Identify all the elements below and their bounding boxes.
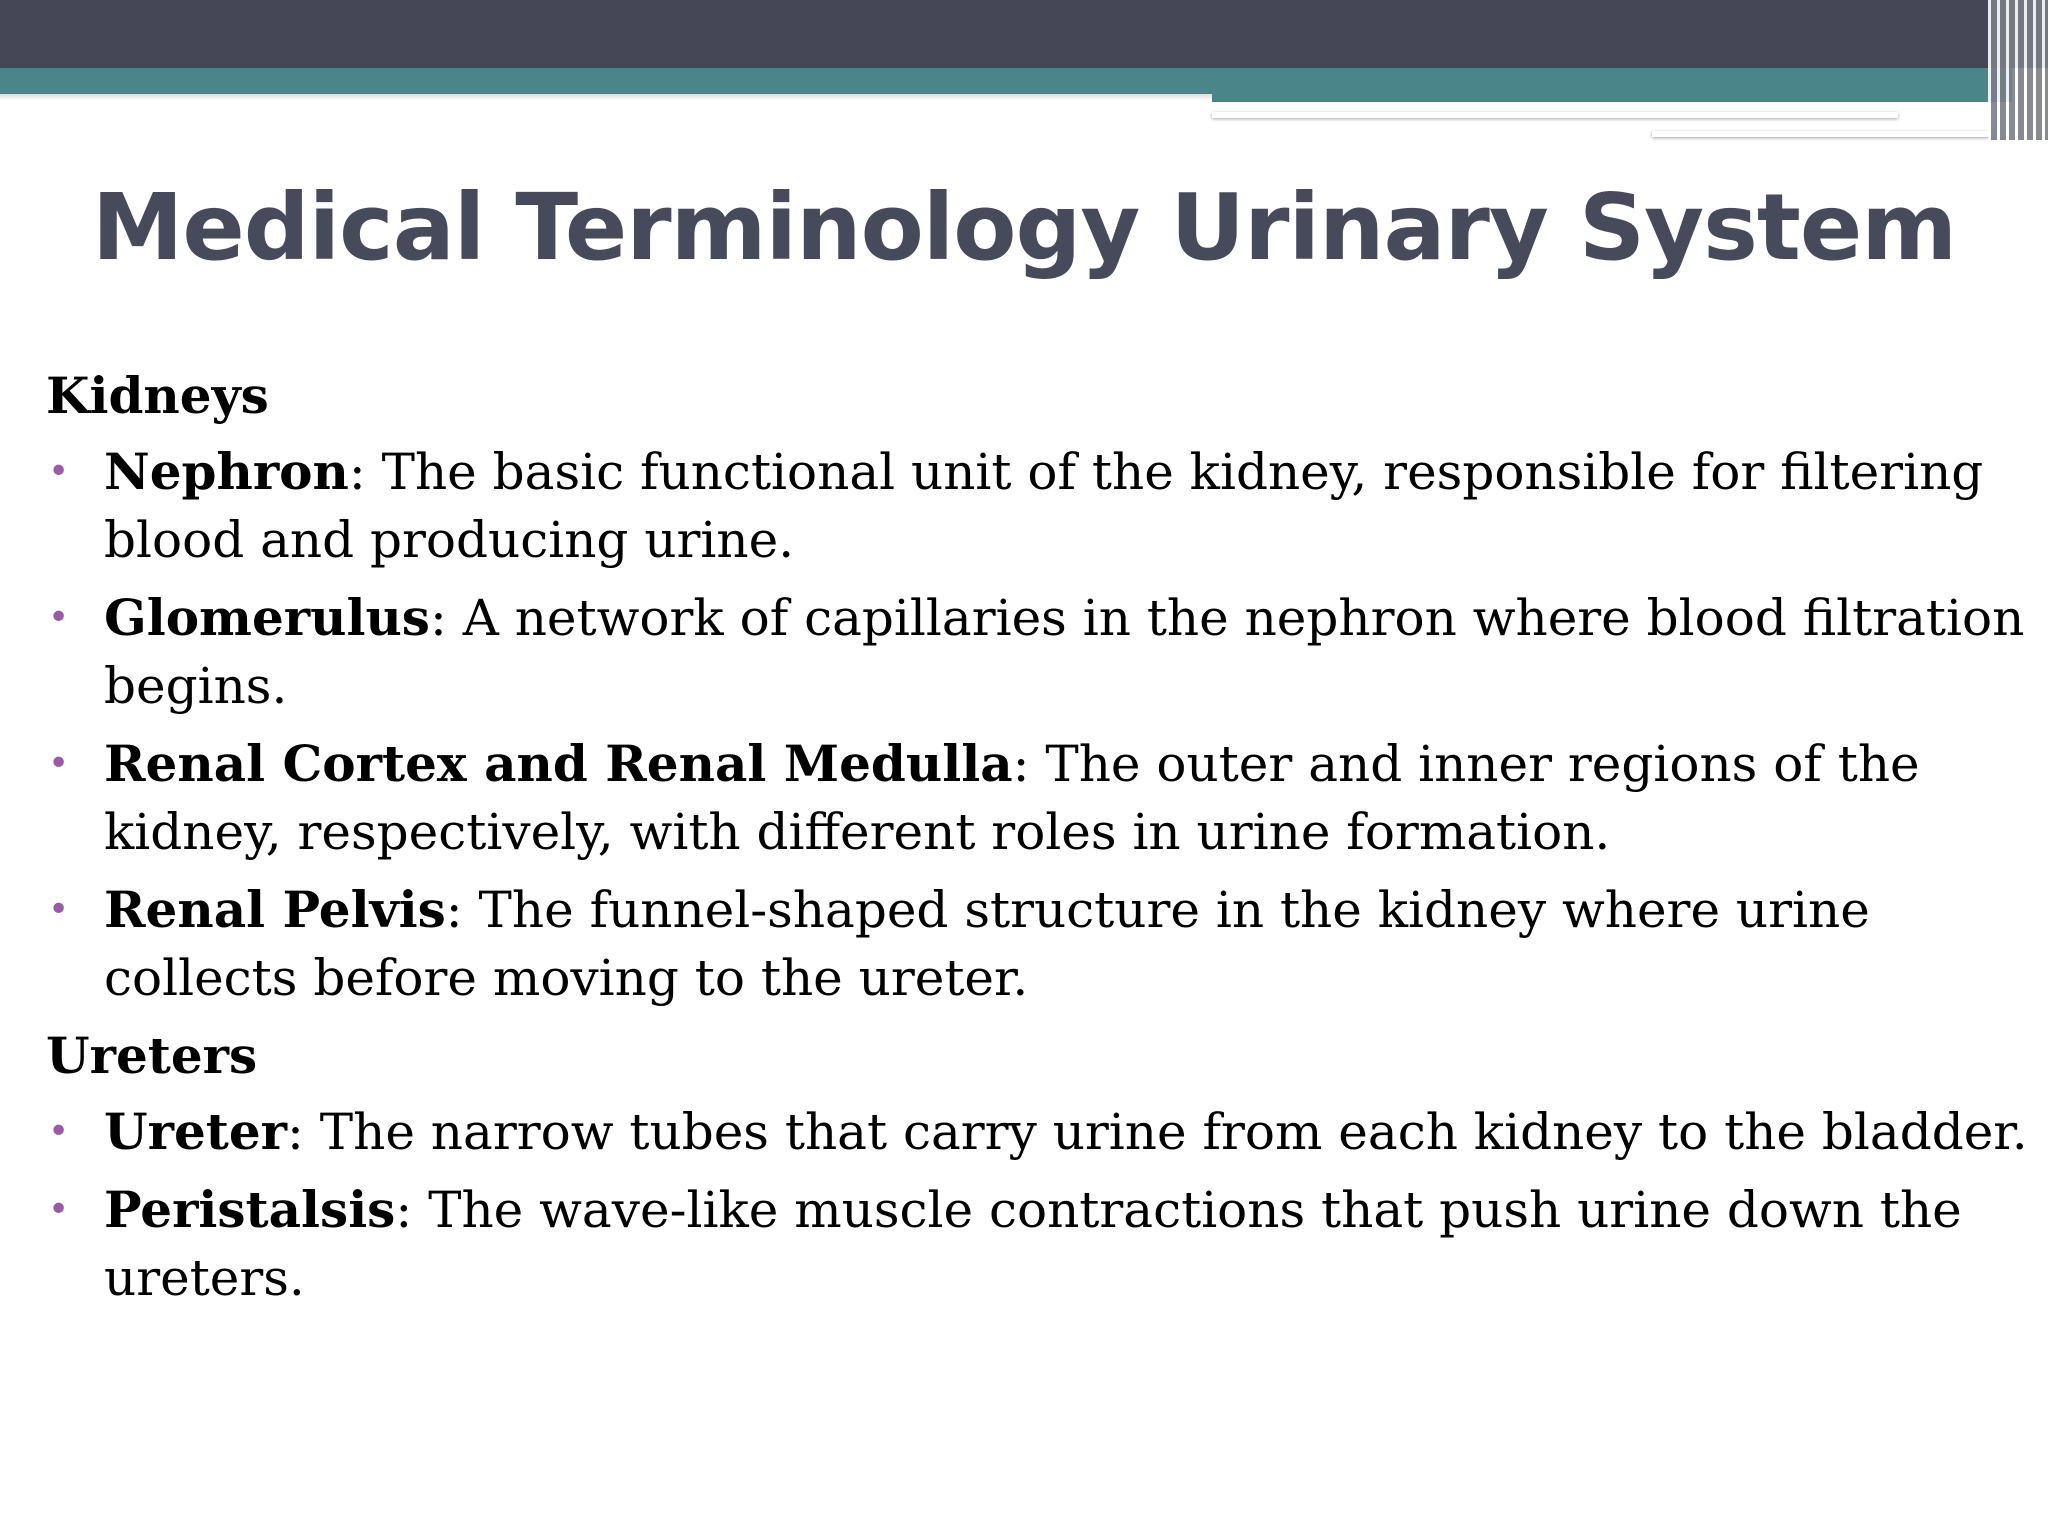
term: Ureter <box>104 1102 288 1161</box>
definition: The wave-like muscle contractions that push urine down the ureters. <box>104 1181 1962 1307</box>
bullet-icon: • <box>48 1111 70 1152</box>
slide-body <box>46 362 2036 1322</box>
term-separator: : <box>1012 735 1030 793</box>
bullet-icon: • <box>48 1189 70 1230</box>
bullet-icon: • <box>48 451 70 492</box>
term: Glomerulus <box>104 588 430 647</box>
definition: A network of capillaries in the nephron where blood filtration begins. <box>104 589 2025 715</box>
term: Peristalsis <box>104 1180 396 1239</box>
bullet-icon: • <box>48 743 70 784</box>
definition: The narrow tubes that carry urine from each kidney to the bladder. <box>303 1103 2028 1161</box>
list-item <box>46 438 2036 574</box>
section-kidneys <box>46 362 2036 1012</box>
header-stripes <box>1988 0 2048 140</box>
term-separator: : <box>395 1181 413 1239</box>
header-teal-shadow <box>0 94 1212 100</box>
list-item <box>46 876 2036 1012</box>
header-teal-band <box>0 68 1212 94</box>
section-ureters <box>46 1022 2036 1312</box>
bullet-icon: • <box>48 597 70 638</box>
bullet-icon: • <box>48 889 70 930</box>
header-teal-band-right <box>1212 68 2012 102</box>
slide-title: Medical Terminology Urinary System <box>91 174 1957 281</box>
term-separator: : <box>445 881 463 939</box>
list-item <box>46 1098 2036 1166</box>
definition: The basic functional unit of the kidney, responsible for filtering blood and producing urine. <box>104 443 1984 569</box>
bullet-list <box>46 1098 2036 1312</box>
term: Renal Pelvis <box>104 880 446 939</box>
definition: The outer and inner regions of the kidney, respectively, with different roles in urine formation. <box>104 735 1920 861</box>
list-item <box>46 1176 2036 1312</box>
list-item <box>46 584 2036 720</box>
term-separator: : <box>287 1103 304 1161</box>
term: Renal Cortex and Renal Medulla <box>104 734 1013 793</box>
list-item <box>46 730 2036 866</box>
term-separator: : <box>348 443 366 501</box>
definition: The funnel-shaped structure in the kidney where urine collects before moving to the ureter. <box>104 881 1870 1007</box>
header-accent-line-2 <box>1652 131 2008 137</box>
term: Nephron <box>104 442 349 501</box>
term-separator: : <box>429 589 447 647</box>
section-heading: Kidneys <box>46 366 269 425</box>
header-accent-line-1 <box>1212 112 1898 118</box>
section-heading: Ureters <box>46 1026 258 1085</box>
header-dark-band <box>0 0 2048 68</box>
bullet-list <box>46 438 2036 1012</box>
